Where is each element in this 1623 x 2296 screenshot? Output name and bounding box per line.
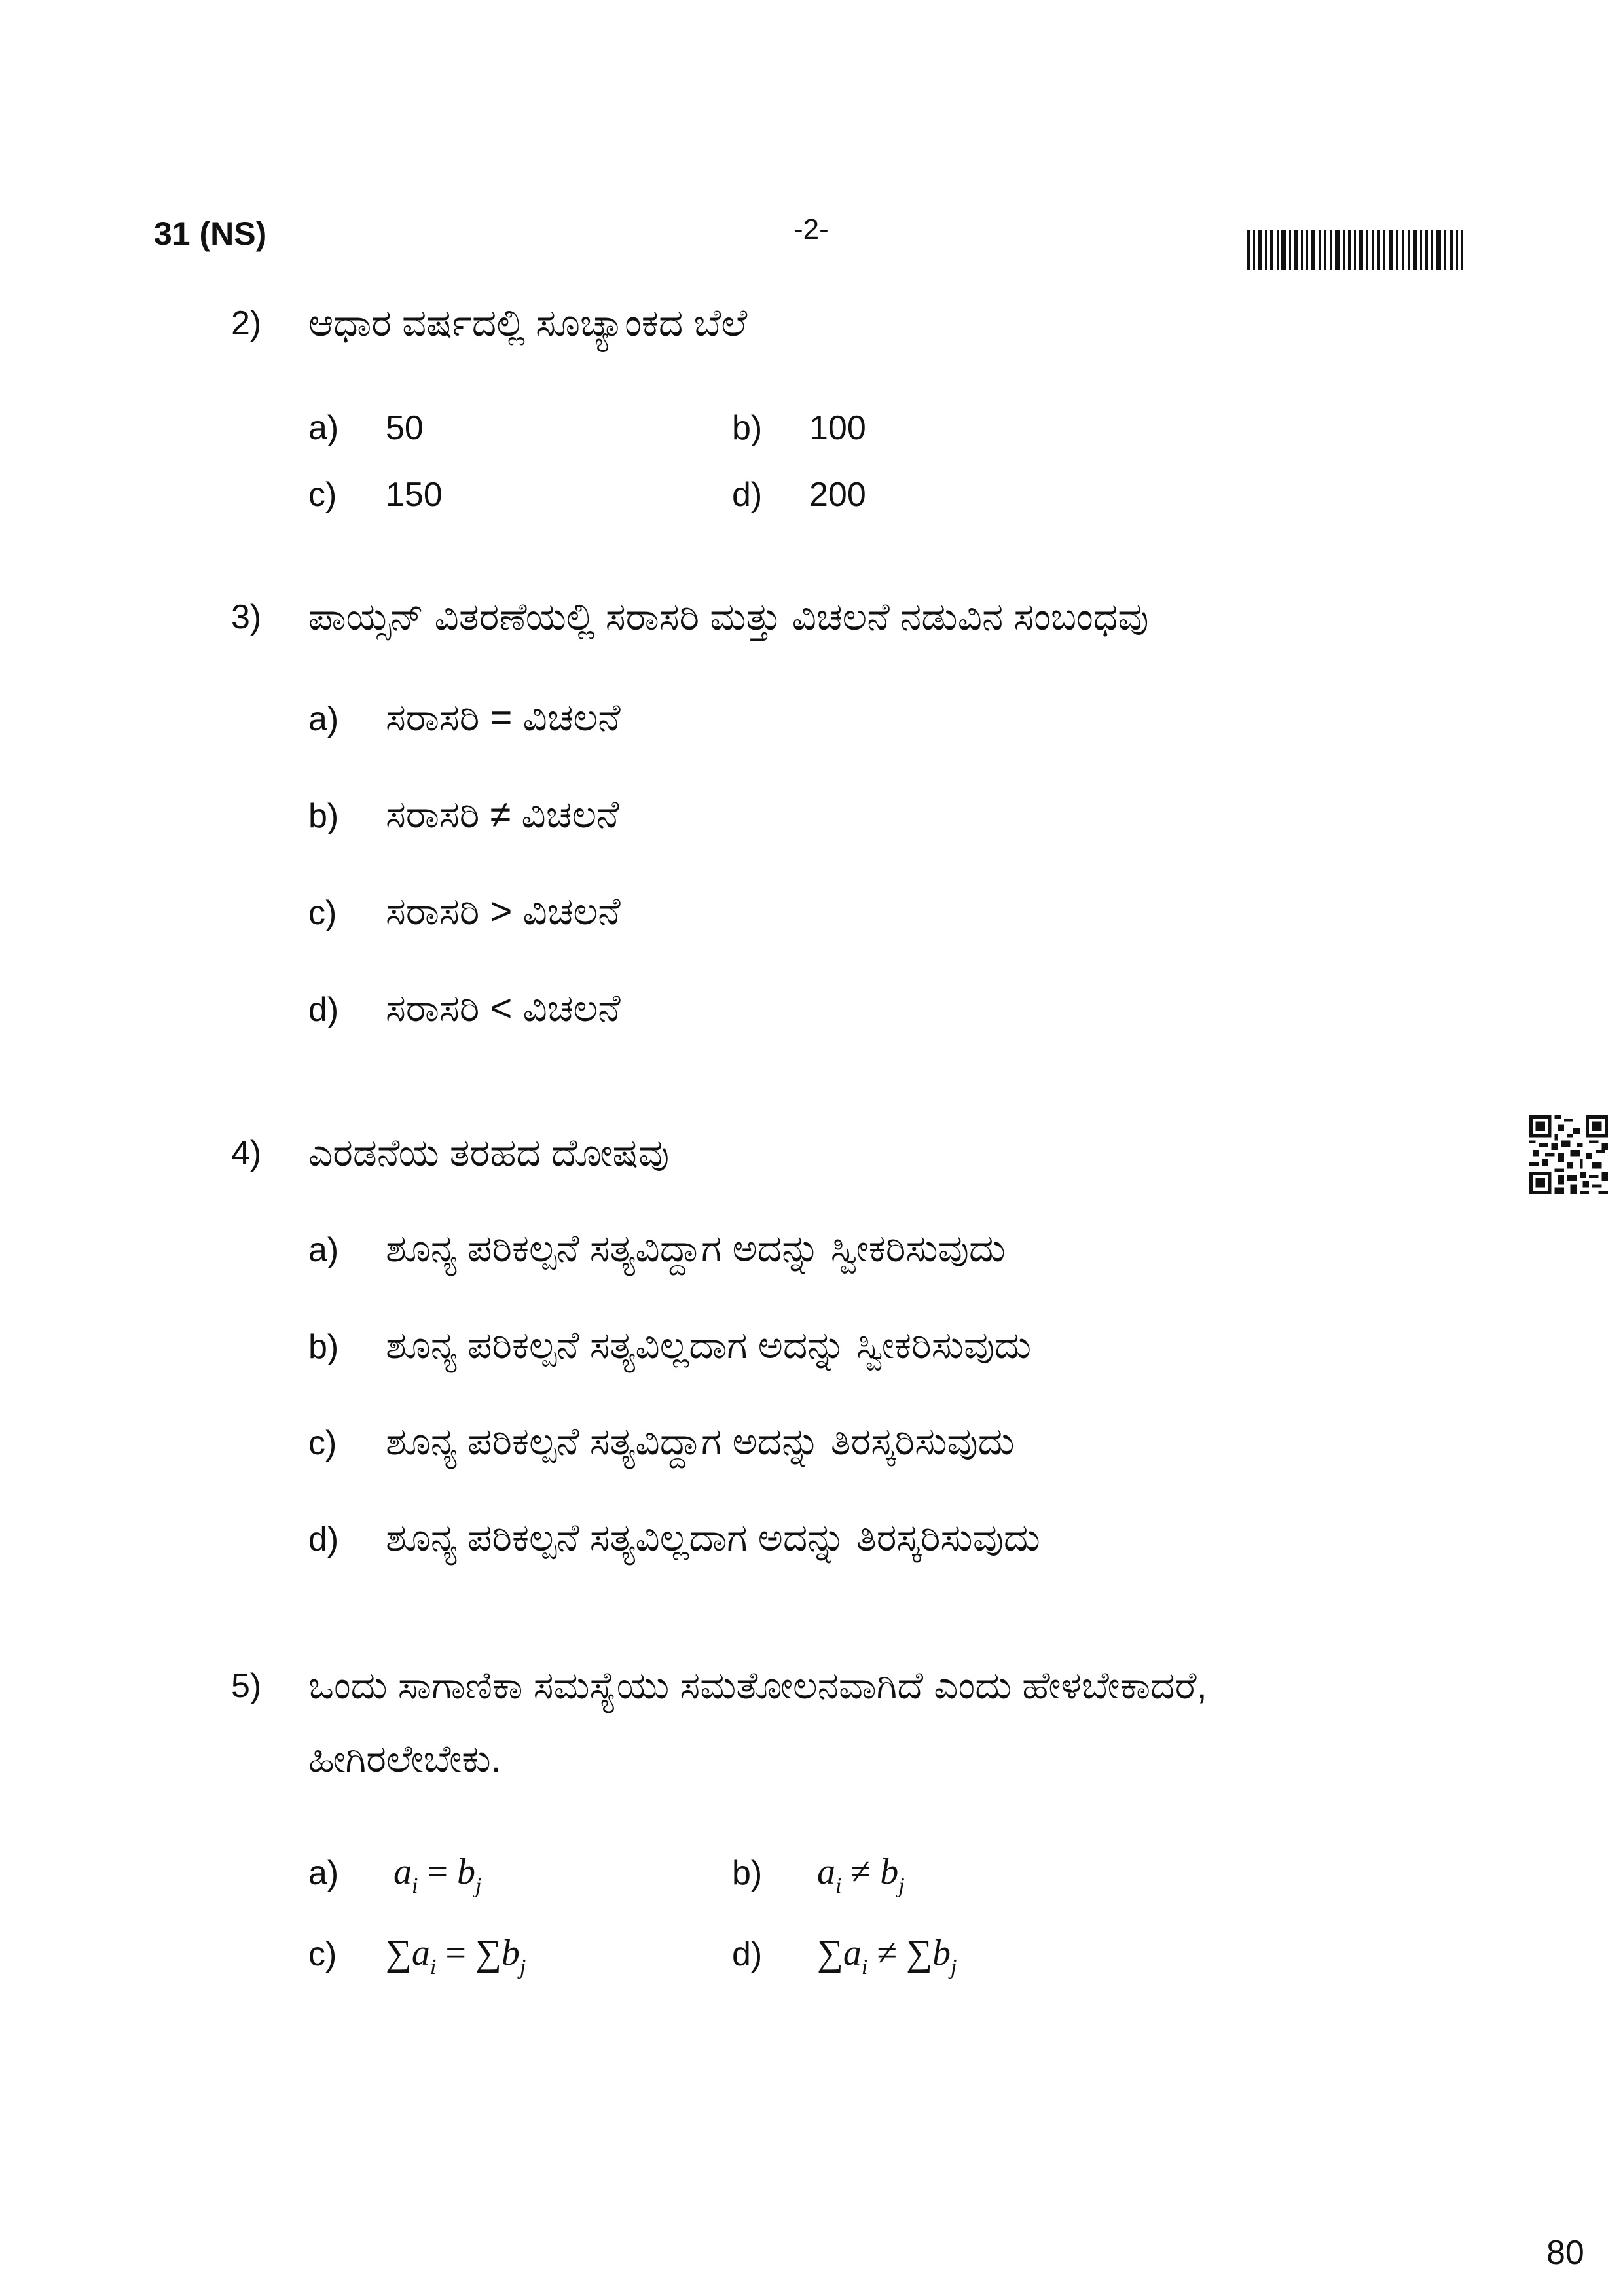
formula-rhs: b bbox=[880, 1852, 899, 1892]
option-label: c) bbox=[308, 1935, 337, 1973]
option-value: ಸರಾಸರಿ > ವಿಚಲನೆ bbox=[386, 890, 621, 933]
question-number: 2) bbox=[231, 304, 262, 342]
option-formula bbox=[817, 1932, 957, 1979]
formula-operator: = bbox=[445, 1933, 466, 1973]
formula-lhs: a bbox=[817, 1852, 835, 1892]
formula-operator: ≠ bbox=[850, 1852, 871, 1892]
option-label: d) bbox=[732, 1935, 763, 1973]
option-label: b) bbox=[732, 1854, 763, 1892]
option-label: d) bbox=[308, 991, 339, 1029]
formula-operator: ≠ bbox=[877, 1933, 898, 1973]
formula-lhs-subscript: i bbox=[861, 1955, 868, 1979]
option-value: ಶೂನ್ಯ ಪರಿಕಲ್ಪನೆ ಸತ್ಯವಿಲ್ಲದಾಗ ಅದನ್ನು ಸ್ವೀಕರಿಸುವುದು bbox=[386, 1324, 1032, 1367]
formula-lhs: a bbox=[843, 1933, 862, 1973]
question-text: ಆಧಾರ ವರ್ಷದಲ್ಲಿ ಸೂಚ್ಯಾಂಕದ ಬೆಲೆ bbox=[308, 302, 748, 344]
formula-rhs: b bbox=[932, 1933, 951, 1973]
question-text-line-2: ಹೀಗಿರಲೇಬೇಕು. bbox=[308, 1738, 501, 1780]
formula-lhs-subscript: i bbox=[429, 1955, 437, 1979]
option-value: 50 bbox=[386, 409, 424, 447]
question-text: ಪಾಯ್ಸನ್ ವಿತರಣೆಯಲ್ಲಿ ಸರಾಸರಿ ಮತ್ತು ವಿಚಲನೆ ನಡುವಿನ ಸಂಬಂಧವು bbox=[308, 596, 1149, 638]
formula-rhs-subscript: j bbox=[951, 1955, 957, 1979]
option-label: c) bbox=[308, 894, 337, 932]
option-label: a) bbox=[308, 409, 339, 447]
option-formula bbox=[386, 1932, 526, 1979]
question-text-line-1: ಒಂದು ಸಾಗಾಣಿಕಾ ಸಮಸ್ಯೆಯು ಸಮತೋಲನವಾಗಿದೆ ಎಂದು ಹೇಳಬೇಕಾದರೆ, bbox=[308, 1664, 1207, 1707]
option-label: a) bbox=[308, 700, 339, 738]
option-label: c) bbox=[308, 476, 337, 514]
option-value: ಸರಾಸರಿ ≠ ವಿಚಲನೆ bbox=[386, 793, 619, 836]
page-number: 80 bbox=[1546, 2234, 1584, 2272]
option-value: ಶೂನ್ಯ ಪರಿಕಲ್ಪನೆ ಸತ್ಯವಿದ್ದಾಗ ಅದನ್ನು ಸ್ವೀಕರಿಸುವುದು bbox=[386, 1227, 1006, 1270]
formula-lhs: a bbox=[411, 1933, 430, 1973]
option-label: b) bbox=[308, 1328, 339, 1366]
paper-code: 31 (NS) bbox=[154, 215, 267, 252]
option-value: ಶೂನ್ಯ ಪರಿಕಲ್ಪನೆ ಸತ್ಯವಿದ್ದಾಗ ಅದನ್ನು ತಿರಸ್ಕರಿಸುವುದು bbox=[386, 1420, 1015, 1463]
formula-rhs: b bbox=[501, 1933, 520, 1973]
formula-lhs-subscript: i bbox=[412, 1874, 418, 1898]
sum-symbol: ∑ bbox=[475, 1933, 501, 1973]
question-2 bbox=[231, 304, 1541, 526]
question-text: ಎರಡನೆಯ ತರಹದ ದೋಷವು bbox=[308, 1132, 670, 1174]
option-value: 200 bbox=[809, 476, 866, 514]
formula-rhs-subscript: j bbox=[898, 1874, 905, 1898]
barcode-image bbox=[1247, 230, 1463, 270]
page-marker: -2- bbox=[793, 213, 829, 245]
option-value: ಸರಾಸರಿ < ವಿಚಲನೆ bbox=[386, 987, 621, 1030]
formula-rhs: b bbox=[457, 1852, 476, 1892]
option-formula bbox=[393, 1851, 482, 1898]
question-3 bbox=[231, 598, 1541, 1043]
sum-symbol: ∑ bbox=[906, 1933, 933, 1973]
option-value: ಸರಾಸರಿ = ವಿಚಲನೆ bbox=[386, 696, 621, 739]
formula-operator: = bbox=[427, 1852, 448, 1892]
option-label: c) bbox=[308, 1424, 337, 1462]
question-number: 4) bbox=[231, 1134, 262, 1172]
option-label: a) bbox=[308, 1854, 339, 1892]
option-value: ಶೂನ್ಯ ಪರಿಕಲ್ಪನೆ ಸತ್ಯವಿಲ್ಲದಾಗ ಅದನ್ನು ತಿರಸ್ಕರಿಸುವುದು bbox=[386, 1516, 1040, 1559]
question-4 bbox=[231, 1134, 1541, 1579]
option-label: d) bbox=[308, 1520, 339, 1558]
question-5 bbox=[231, 1666, 1541, 1981]
question-number: 5) bbox=[231, 1667, 262, 1705]
formula-rhs-subscript: j bbox=[519, 1955, 526, 1979]
option-label: b) bbox=[732, 409, 763, 447]
option-formula bbox=[817, 1851, 905, 1898]
option-label: d) bbox=[732, 476, 763, 514]
sum-symbol: ∑ bbox=[817, 1933, 843, 1973]
formula-lhs: a bbox=[393, 1852, 412, 1892]
option-label: b) bbox=[308, 797, 339, 835]
formula-rhs-subscript: j bbox=[475, 1874, 482, 1898]
sum-symbol: ∑ bbox=[386, 1933, 412, 1973]
option-value: 150 bbox=[386, 476, 443, 514]
option-value: 100 bbox=[809, 409, 866, 447]
formula-lhs-subscript: i bbox=[835, 1874, 842, 1898]
question-number: 3) bbox=[231, 598, 262, 636]
option-label: a) bbox=[308, 1231, 339, 1269]
qr-code-image bbox=[1529, 1115, 1608, 1194]
